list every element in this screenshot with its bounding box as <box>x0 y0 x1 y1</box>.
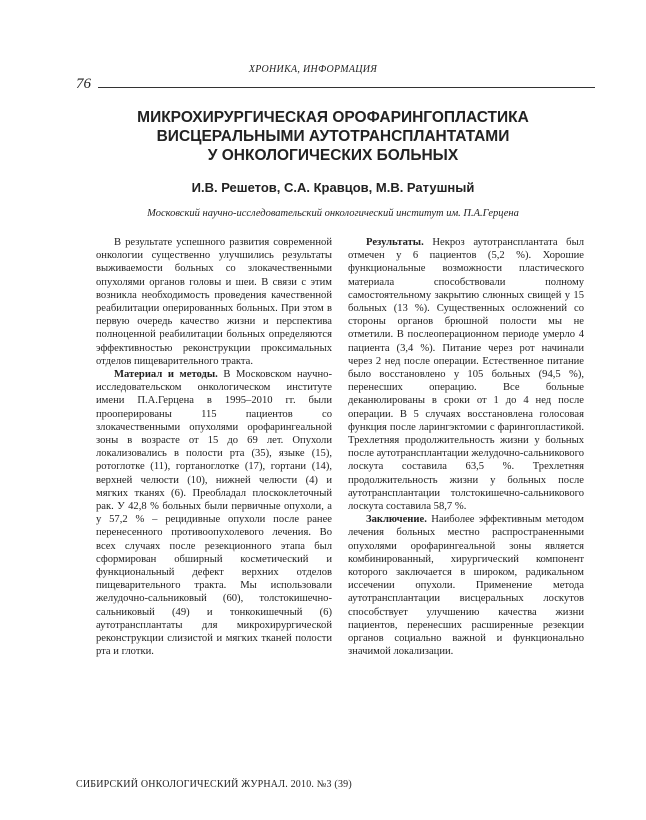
results-paragraph <box>348 236 584 513</box>
results-heading: Результаты. <box>366 237 424 248</box>
methods-heading: Материал и методы. <box>114 369 218 381</box>
intro-paragraph: В результате успешного развития современной онкологии существенно улучшились результаты выживаемости больных со злокачественными опухолями органов головы и шеи. В связи с этим возникла необходимость проведения качественной реабилитации оперированных больных. При этом в первую очередь качество жизни и перспектива полноценной реабилитации больных определяются эффективностью реконструкции проксимальных отделов пищеварительного тракта. <box>96 237 332 367</box>
methods-paragraph <box>96 368 332 658</box>
header-divider <box>98 87 595 88</box>
results-text: Некроз аутотрансплантата был отмечен у 6 пациентов (5,2 %). Хорошие функциональные возможности пластического материала способствовали полному самостоятельному закрытию слюнных свищей у 15 больных (13 %). Существенных осложнений со стороны органов брюшной полости мы не отметили. В послеоперационном периоде умерло 4 пациента (3,4 %). Питание через рот начинали через 2 нед после операции. Естественное питание было восстановлено у 105 больных (94,5 %), перенесших операцию. Все больные деканюлированы в сроки от 1 до 4 нед после операции. В 5 случаях восстановлена голосовая функция после ларингэктомии с фарингопластикой. Трехлетняя продолжительность жизни у больных после аутотрансплантации желудочно-сальникового лоскута составила 63,5 %. Трехлетняя продолжительность жизни у больных после аутотрансплантации толстокишечно-сальникового лоскута составила 58,7 %. <box>348 237 584 513</box>
title-line: ВИСЦЕРАЛЬНЫМИ АУТОТРАНСПЛАНТАТАМИ <box>156 128 510 145</box>
running-title: ХРОНИКА, ИНФОРМАЦИЯ <box>248 64 378 75</box>
title-line: У ОНКОЛОГИЧЕСКИХ БОЛЬНЫХ <box>207 147 459 164</box>
methods-text: В Московском научно-исследовательском онкологическом институте имени П.А.Герцена в 1995–2010 гг. были прооперированы 115 пациентов со злокачественными опухолями орофарингеальной зоны в возрасте от 15 до 69 лет. Опухоли локализовались в полости рта (35), языке (15), ротоглотке (11), гортаноглотке (17), гортани (14), верхней челюсти (10), нижней челюсти (4) и мягких тканях (6). Преобладал плоскоклеточный рак. У 42,8 % больных были первичные опухоли, а у 57,2 % – рецидивные опухоли после ранее перенесенного противоопухолевого лечения. Во всех случаях после резекционного этапа был сформирован обширный косметический и функциональный дефект верхних отделов пищеварительного тракта. Мы использовали желудочно-сальниковый (60), толстокишечно-сальниковый (49) и тонкокишечный (6) аутотрансплантаты для микрохирургической реконструкции слизистой и мягких тканей полости рта и глотки. <box>96 369 332 658</box>
conclusion-paragraph <box>348 513 584 658</box>
authors: И.В. Решетов, С.А. Кравцов, М.В. Ратушный <box>191 180 475 195</box>
article-title <box>70 108 596 165</box>
journal-footer: СИБИРСКИЙ ОНКОЛОГИЧЕСКИЙ ЖУРНАЛ. 2010. №3 (39) <box>76 779 352 790</box>
page-number: 76 <box>76 76 91 92</box>
conclusion-text: Наиболее эффективным методом лечения больных местно распространенными опухолями орофарингеальной зоны является комбинированный, хирургический компонент которого заключается в широком, радикальном иссечении опухоли. Применение метода аутотрансплантации висцеральных лоскутов способствует улучшению качества жизни пациентов, перенесших расширенные резекции органов социально важной и функционально значимой локализации. <box>348 514 584 658</box>
title-line: МИКРОХИРУРГИЧЕСКАЯ ОРОФАРИНГОПЛАСТИКА <box>137 109 529 126</box>
conclusion-heading: Заключение. <box>366 514 427 526</box>
affiliation: Московский научно-исследовательский онкологический институт им. П.А.Герцена <box>147 208 519 219</box>
right-column <box>348 236 584 659</box>
left-column <box>96 236 332 659</box>
